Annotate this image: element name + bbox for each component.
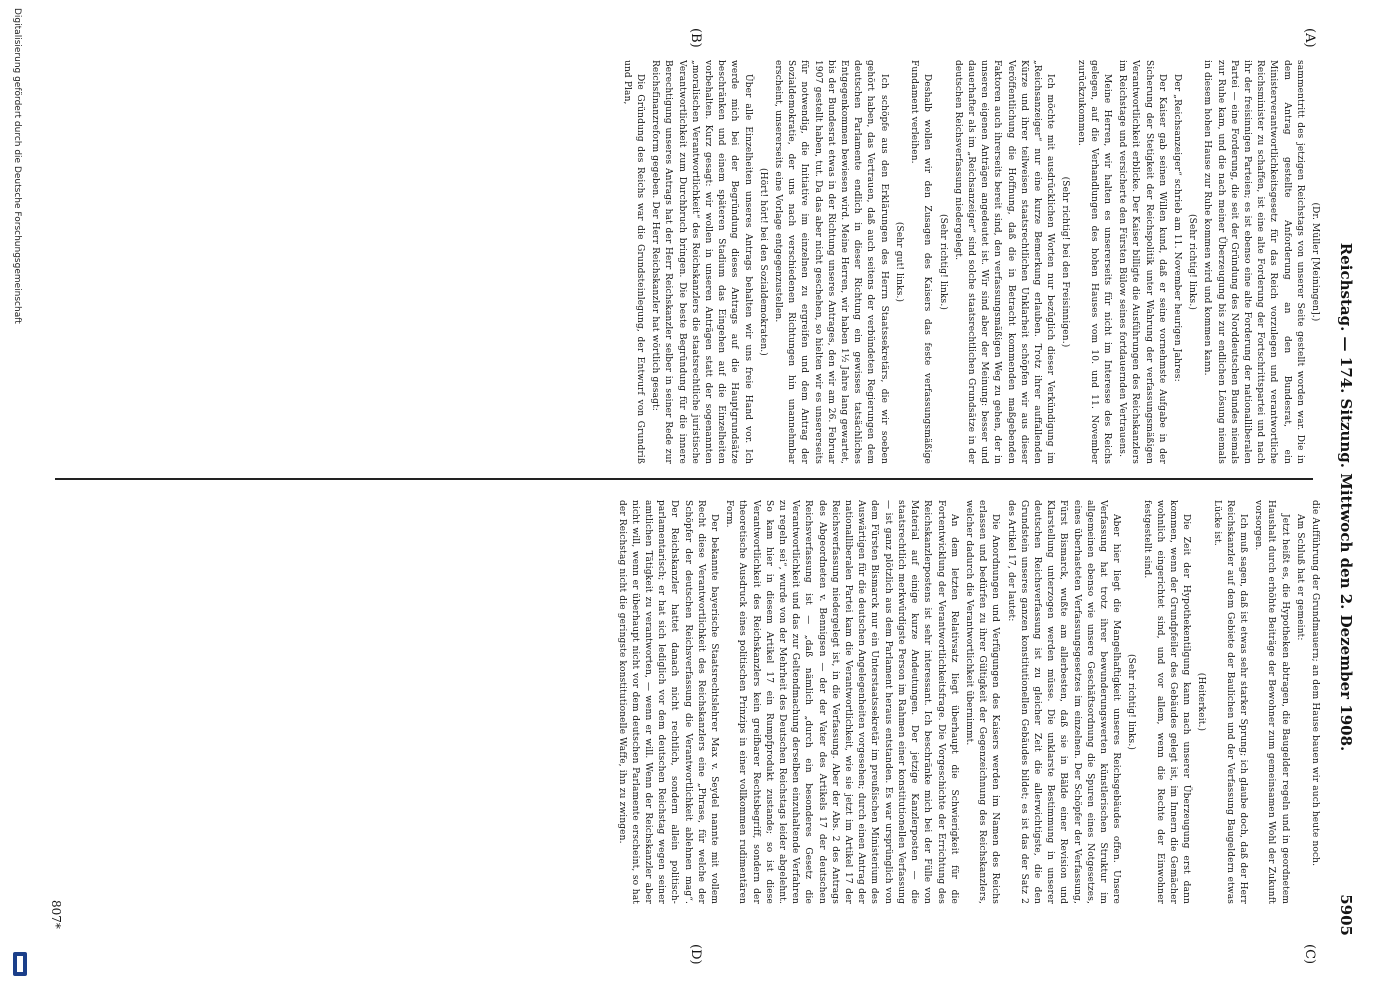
interjection: (Hört! hört! bei den Sozialdemokraten.): [757, 168, 768, 356]
quotation: Jetzt heißt es, die Hypotheken abtragen, die Baugelder regeln und in geordnetem Haushalt durch erhöhte Beiträge der Bewohner zum gemeinsamen Wohl der Zukunft vorsorgen.: [1253, 500, 1290, 904]
paragraph: Deshalb wollen wir den Zusagen des Kaisers das feste verfassungsmäßige Fundament verleihen.: [909, 60, 933, 464]
sheet-number: 807*: [49, 900, 63, 929]
page-number: 5905: [1337, 894, 1355, 936]
left-column: [81, 60, 1321, 464]
digitization-credit: [9, 0, 23, 920]
paragraph: Meine Herren, wir halten es unsererseits für nicht im Interesse des Reichs gelegen, auf die Verhandlungen des hohen Hauses vom 10. und 11. November zurückzukommen.: [1075, 60, 1112, 464]
paragraph: An dem letzten Relativsatz liegt überhaupt die Schwierigkeit für die Fortentwicklung der Verantwortlichkeitsfrage. Die Vorgeschichte der Errichtung des Reichskanzlerpostens ist sehr interessant. Ich beschränke mich bei der Fülle von Material auf einige kurze Andeutungen. Der jetzige Kanzlerposten — die staatsrechtlich merkwürdigste Person im Rahmen einer konstitutionellen Verfassung — ist ganz plötzlich aus dem Parlament heraus entstanden. Es war ursprünglich von dem Fürsten Bismarck nur ein Unterstaatssekretär im preußischen Ministerium des Auswärtigen für die deutschen Angelegenheiten vorgesehen; durch einen Antrag der nationalliberalen Partei kam die Verantwortlichkeit, wie sie jetzt im Artikel 17 der Reichsverfassung niedergelegt ist, in die Verfassung. Aber der Abs. 2 des Antrags des Abgeordneten v. Bennigsen — der der Vater des Artikels 17 der deutschen Reichsverfassung ist — „daß nämlich „durch ein besonderes Gesetz die Verantwortlichkeit und das zur Geltendmachung derselben einzuhaltende Verfahren zu regeln sei“, wurde von der Mehrheit des Deutschen Reichstags leider abgelehnt. So kam hier in diesem Artikel 17 ein Rumpfprodukt zustande; so ist diese Verantwortlichkeit des Reichskanzlers kein greifbarer Rechtsbegriff, sondern der theoretische Ausdruck eines politischen Prinzips in einer vollkommen rudimentären Form.: [724, 500, 959, 904]
quotation: Die Anordnungen und Verfügungen des Kaisers werden im Namen des Reichs erlassen und bedürfen zu ihrer Gültigkeit der Gegenzeichnung des Reichskanzlers, welcher dadurch die Verantwortlichkeit übernimmt.: [963, 500, 1001, 904]
dfg-logo-icon: [13, 952, 27, 976]
interjection: (Sehr gut! links.): [893, 221, 904, 303]
paragraph: sammentritt des jetzigen Reichstags von unserer Seite gestellt worden war. Die in dem Antrag gestellte Anforderung an den Bundesrat, ein Ministerverantwortlichkeitsgesetz für das Reich vorzulegen und verantwortliche Reichsminister zu schaffen, ist eine alte Forderung der Fortschrittspartei und nach ihr der freisinnigen Parteien; es ist ebenso eine alte Forderung der nationalliberalen Partei — eine Forderung, die seit der Gründung des Norddeutschen Bundes niemals zur Ruhe kam, und die nach meiner Überzeugung bis zur endlichen Lösung niemals in diesem hohen Hause zur Ruhe kommen wird und kommen kann.: [1202, 60, 1305, 464]
paragraph: Am Schluß hat er gemeint:: [1294, 514, 1305, 641]
running-head: [1329, 58, 1359, 936]
margin-letter-a: (A): [1302, 28, 1317, 48]
paragraph: Ich schöpfe aus den Erklärungen des Herrn Staatssekretärs, die wir soeben gehört haben, das Vertrauen, daß auch seitens der verbündeten Regierungen dem deutschen Parlamente endlich in dieser Richtung ein gewisses tatsächliches Entgegenkommen bewiesen wird. Meine Herren, wir haben 1½ Jahre lang gewartet, bis der Bundesrat etwas in der Richtung unseres Antrages, den wir am 26. Februar 1907 gestellt haben, tut. Da das aber nicht geschehen, so hielten wir es unsererseits für notwendig, die Initiative im einzelnen zu ergreifen und dem Antrag der Sozialdemokratie, der uns nach verschiedenen Richtungen hin unannehmbar erscheint, unsererseits eine Vorlage entgegenzustellen.: [773, 60, 889, 464]
quotation: Der Kaiser gab seinen Willen kund, daß er seine vornehmste Aufgabe in der Sicherung der Stetigkeit der Reichspolitik unter Wahrung der verfassungsmäßigen Verantwortlichkeit erblicke. Der Kaiser billigte die Ausführungen des Reichskanzlers im Reichstage und versicherte den Fürsten Bülow seines fortdauernden Vertrauens.: [1117, 60, 1167, 464]
quotation: Die Gründung des Reichs war die Grundsteinlegung, der Entwurf von Grundriß und Plan,: [621, 60, 646, 464]
paragraph: Über alle Einzelheiten unseres Antrags behalten wir uns freie Hand vor. Ich werde mich bei der Begründung dieses Antrags auf die Hauptgrundsätze beschränken und einem späteren Stadium das Eingehen auf die Einzelheiten vorbehalten. Kurz gesagt: wir wollen in unseren Anträgen statt der sogenannten „moralischen Verantwortlichkeit“ des Reichskanzlers die staatsrechtliche juristische Verantwortlichkeit zum Durchbruch bringen. Die beste Begründung für die innere Berechtigung unseres Antrags hat der Herr Reichskanzler selber in seiner Rede zur Reichsfinanzreform gegeben. Der Herr Reichskanzler hat wörtlich gesagt:: [650, 60, 753, 464]
paragraph: Der „Reichsanzeiger“ schrieb am 11. November heurigen Jahres:: [1171, 74, 1182, 382]
paragraph: Der bekannte bayerische Staatsrechtslehrer Max v. Seydel nannte mit vollem Recht diese Verantwortlichkeit des Reichskanzlers eine „Phrase, für welche der Schöpfer der deutschen Reichsverfassung die Verantwortlichkeit ablehnen mag“. Der Reichskanzler hattet danach nicht rechtlich, sondern allein politisch-parlamentarisch; er hat sich lediglich vor dem deutschen Reichstag wegen seiner amtlichen Tätigkeit zu verantworten, — wenn er will. Wenn der Reichskanzler aber nicht will, wenn er überhaupt nicht vor dem deutschen Parlamente erscheint, so hat der Reichstag nicht die geringste konstitutionelle Waffe, ihn zu zwingen.: [616, 500, 720, 904]
column-divider: [55, 478, 1313, 480]
margin-letter-d: (D): [688, 944, 703, 965]
paragraph: Ich möchte mit ausdrücklichen Worten nur bezüglich dieser Verkündigung im „Reichsanzeiger“ nur eine kurze Bemerkung erlauben. Trotz ihrer auffallenden Kürze und ihrer teilweisen staatsrechtlichen Unklarheit schöpfen wir aus dieser Veröffentlichung die Hoffnung, daß die in Betracht kommenden maßgebenden Faktoren auch ihrerseits bereit sind, den verfassungsmäßigen Weg zu gehen, der in unseren eigenen Anträgen angedeutet ist. Wir sind aber der Meinung: besser und dauerhafter als im „Reichsanzeiger“ sind solche staatsrechtlichen Grundsätze in der deutschen Reichsverfassung niedergelegt.: [952, 60, 1056, 464]
right-column: [81, 500, 1321, 904]
quotation: die Aufführung der Grundmauern; an dem Hause bauen wir auch heute noch.: [1310, 500, 1320, 867]
paragraph: Ich muß sagen, daß ist etwas sehr starker Sprung; ich glaube doch, daß der Herr Reichskanzler auf dem Gebiete der Baulichen und der Verfassung Baugeldern etwas Lücke ist.: [1211, 500, 1248, 904]
running-head-title: Reichstag. — 174. Sitzung. Mittwoch den 2. Dezember 1908.: [1337, 242, 1355, 752]
interjection: (Heiterkeit.): [1196, 672, 1207, 732]
paragraph: Die Zeit der Hypothekentilgung kann nach unserer Überzeugung erst dann kommen, wenn der Grundpfeiler des Gebäudes gelegt ist, im Innern die Gemächer wohnlich eingerichtet sind, und vor allem, wenn die Rechte der Einwohner festgestellt sind.: [1141, 500, 1192, 904]
interjection: (Sehr richtig! bei den Freisinnigen.): [1060, 176, 1071, 348]
credit-text: Digitalisierung gefördert durch die Deutsche Forschungsgemeinschaft: [12, 8, 22, 324]
paragraph: Aber hier liegt die Mangelhaftigkeit unseres Reichsgebäudes offen. Unsere Verfassung hat trotz ihrer bewunderungswerten künstlerischen Struktur im allgemeinen ebenso wie unsere Geschäftsordnung die Spuren eines Notgesetzes, eines überhasteten Verfassungsgesetzes im einzelnen. Der Schöpfer der Verfassung, Fürst Bismarck, wußte am allerbesten, daß sie in Bälde einer Revision und Klarstellung unterzogen werden müsse. Die unklarste Bestimmung in unserer deutschen Reichsverfassung ist zu gleicher Zeit die allerwichtigste, die den Grundstein unseres ganzen konstitutionellen Gebäudes bildet; es ist das der Satz 2 des Artikel 17, der lautet:: [1005, 500, 1122, 904]
interjection: (Sehr richtig! links.): [1187, 213, 1198, 310]
margin-letter-c: (C): [1302, 944, 1317, 965]
speaker-line: (Dr. Müller [Meiningen].): [1310, 202, 1320, 322]
interjection: (Sehr richtig! links.): [937, 213, 948, 310]
margin-letter-b: (B): [688, 28, 703, 48]
interjection: (Sehr richtig! links.): [1126, 653, 1137, 750]
